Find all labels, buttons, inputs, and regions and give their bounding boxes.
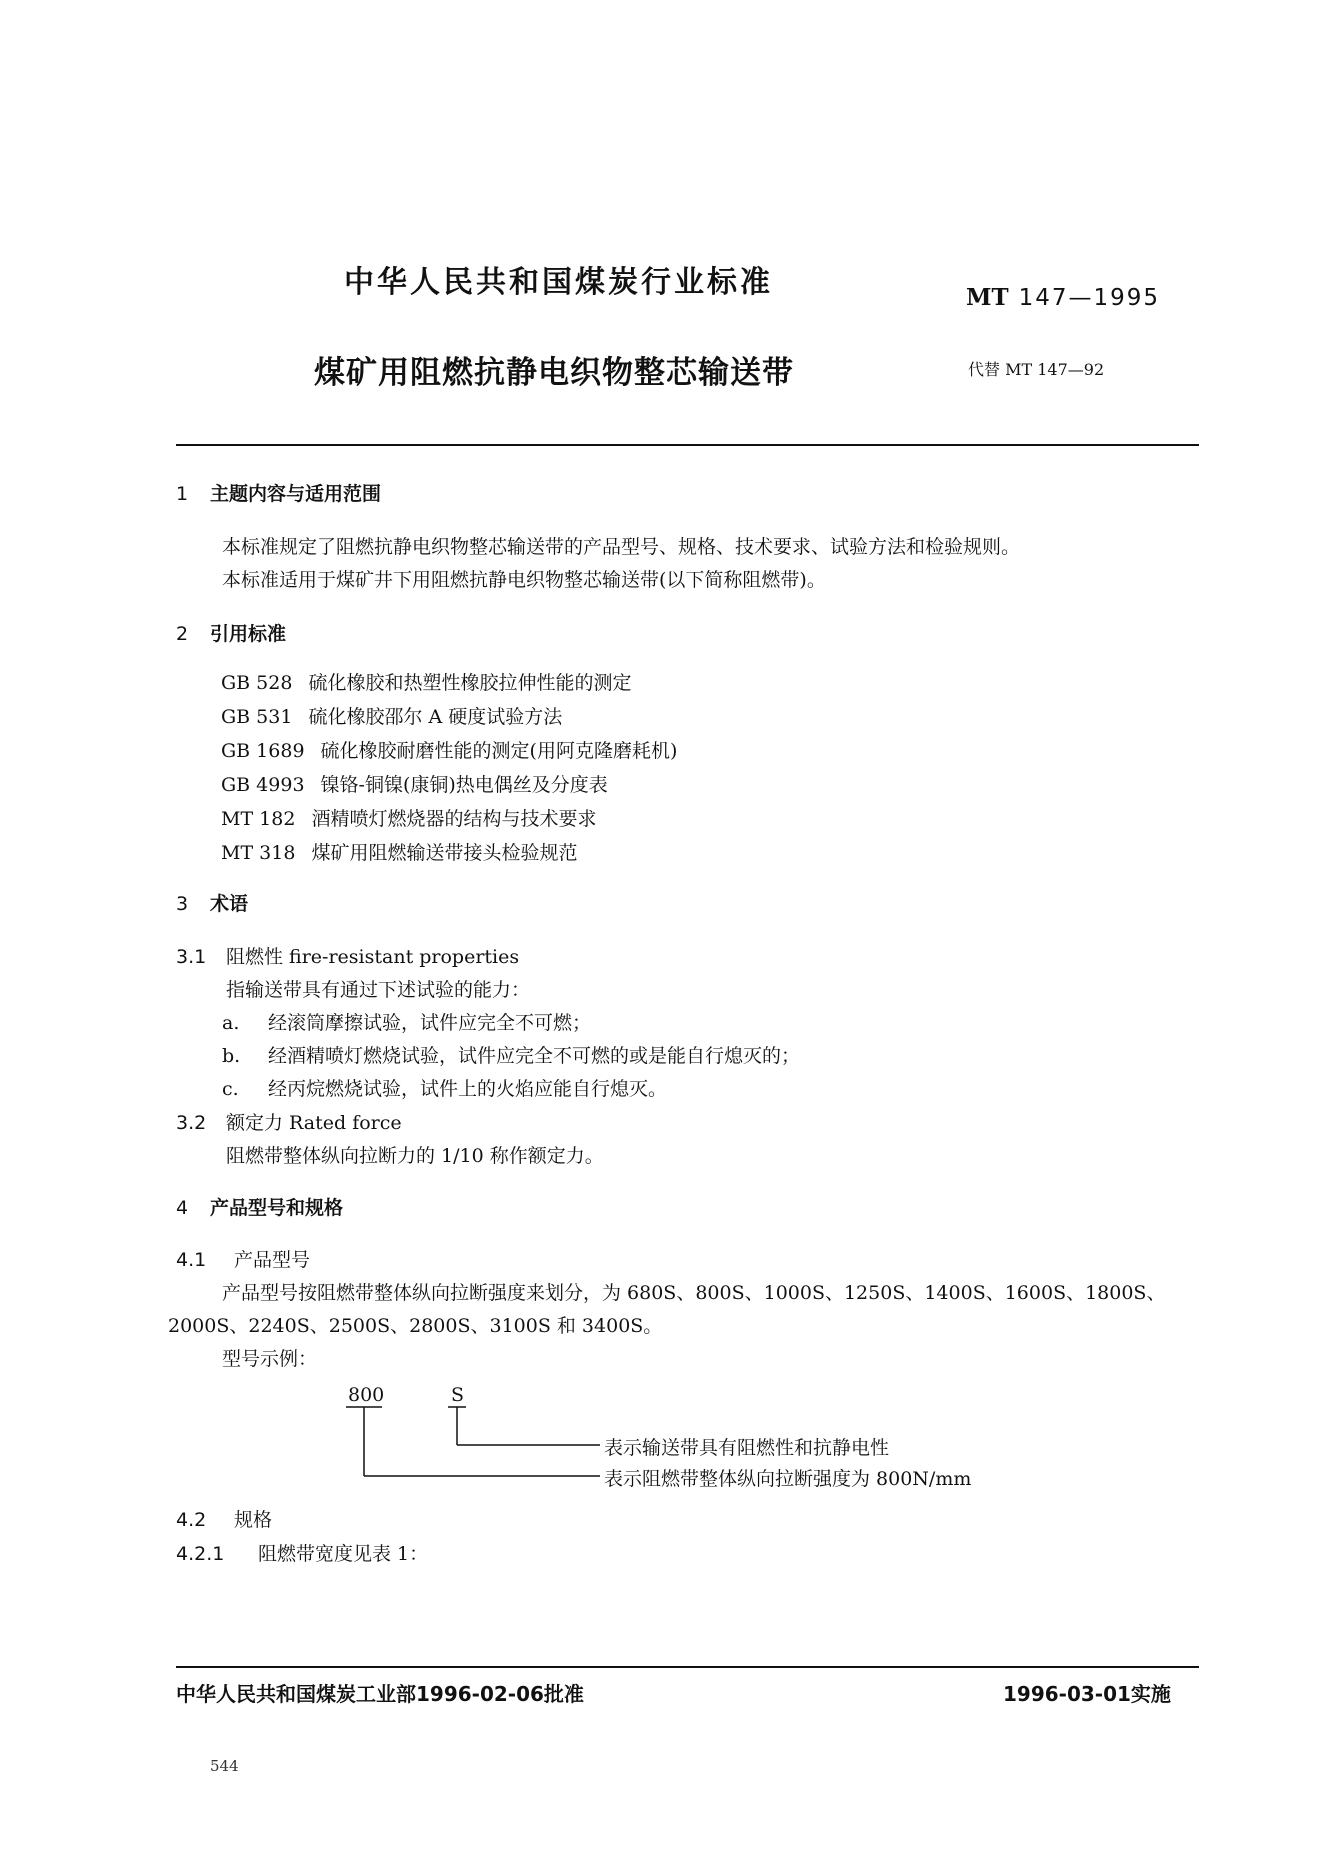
reference-title: 煤矿用阻燃输送带接头检验规范 xyxy=(311,842,578,864)
list-marker: a. xyxy=(222,1012,240,1034)
document-title: 煤矿用阻燃抗静电织物整芯输送带 xyxy=(314,355,794,391)
reference-code: GB 531 xyxy=(221,706,293,728)
approval-statement: 中华人民共和国煤炭工业部1996-02-06批准 xyxy=(176,1682,584,1706)
list-text: 经丙烷燃烧试验，试件上的火焰应能自行熄灭。 xyxy=(268,1078,668,1100)
section-4-number: 4 xyxy=(176,1197,189,1219)
subsection-4-1-number: 4.1 xyxy=(176,1249,207,1271)
subsection-3-2-number: 3.2 xyxy=(176,1112,207,1134)
section-3-number: 3 xyxy=(176,893,189,915)
standard-number-rest: 147—1995 xyxy=(1018,285,1161,311)
section-1-heading xyxy=(176,479,381,506)
subsection-4-1-text-line-1: 产品型号按阻燃带整体纵向拉断强度来划分，为 680S、800S、1000S、1250S、1400S、1600S、1800S、 xyxy=(222,1282,1166,1304)
list-item xyxy=(222,1008,591,1035)
subsection-3-1-number: 3.1 xyxy=(176,946,207,968)
reference-item xyxy=(221,804,596,831)
subsection-4-2-1-text: 阻燃带宽度见表 1： xyxy=(258,1543,429,1565)
subsection-4-2-1 xyxy=(176,1539,428,1566)
example-strength-meaning: 表示阻燃带整体纵向拉断强度为 800N/mm xyxy=(604,1468,972,1490)
standard-body-heading: 中华人民共和国煤炭行业标准 xyxy=(344,265,773,300)
example-suffix-code: S xyxy=(451,1384,465,1406)
section-2-heading xyxy=(176,619,286,646)
subsection-3-1-heading xyxy=(176,942,519,969)
model-example-label: 型号示例： xyxy=(222,1348,318,1370)
reference-item xyxy=(221,770,608,797)
subsection-4-2-title: 规格 xyxy=(234,1509,273,1531)
reference-code: MT 318 xyxy=(221,842,296,864)
header-rule xyxy=(176,444,1199,446)
list-text: 经酒精喷灯燃烧试验，试件应完全不可燃的或是能自行熄灭的； xyxy=(268,1045,801,1067)
subsection-4-1-title: 产品型号 xyxy=(234,1249,311,1271)
subsection-3-2-title: 额定力 Rated force xyxy=(226,1112,402,1134)
section-1-para-2: 本标准适用于煤矿井下用阻燃抗静电织物整芯输送带(以下简称阻燃带)。 xyxy=(222,569,826,591)
replaces-note: 代替 MT 147—92 xyxy=(968,360,1105,379)
list-item xyxy=(222,1074,667,1101)
example-suffix-meaning: 表示输送带具有阻燃性和抗静电性 xyxy=(604,1437,890,1459)
example-strength-code: 800 xyxy=(348,1384,385,1406)
reference-item xyxy=(221,838,577,865)
subsection-4-2-1-number: 4.2.1 xyxy=(176,1543,225,1565)
standard-number xyxy=(966,284,1160,311)
effective-date: 1996-03-01实施 xyxy=(1003,1682,1171,1706)
subsection-3-2-text: 阻燃带整体纵向拉断力的 1/10 称作额定力。 xyxy=(226,1145,604,1167)
list-item xyxy=(222,1041,800,1068)
subsection-4-2-heading xyxy=(176,1505,272,1532)
reference-code: MT 182 xyxy=(221,808,296,830)
subsection-4-1-heading xyxy=(176,1245,310,1272)
section-1-para-1: 本标准规定了阻燃抗静电织物整芯输送带的产品型号、规格、技术要求、试验方法和检验规则。 xyxy=(222,536,1021,558)
reference-item xyxy=(221,668,631,695)
list-marker: c. xyxy=(222,1078,239,1100)
reference-title: 硫化橡胶耐磨性能的测定(用阿克隆磨耗机) xyxy=(320,740,678,762)
model-example-bracket-diagram xyxy=(340,1404,610,1484)
list-marker: b. xyxy=(222,1045,241,1067)
list-text: 经滚筒摩擦试验，试件应完全不可燃； xyxy=(268,1012,592,1034)
reference-title: 酒精喷灯燃烧器的结构与技术要求 xyxy=(311,808,597,830)
section-2-title: 引用标准 xyxy=(210,623,287,645)
section-4-heading xyxy=(176,1193,343,1220)
subsection-3-2-heading xyxy=(176,1108,402,1135)
reference-item xyxy=(221,736,677,763)
reference-item xyxy=(221,702,562,729)
subsection-3-1-intro: 指输送带具有通过下述试验的能力： xyxy=(226,979,531,1001)
section-3-heading xyxy=(176,889,248,916)
reference-code: GB 1689 xyxy=(221,740,305,762)
page-number: 544 xyxy=(210,1757,239,1775)
reference-code: GB 4993 xyxy=(221,774,305,796)
section-4-title: 产品型号和规格 xyxy=(210,1197,344,1219)
reference-title: 硫化橡胶邵尔 A 硬度试验方法 xyxy=(308,706,563,728)
section-2-number: 2 xyxy=(176,623,189,645)
section-3-title: 术语 xyxy=(210,893,249,915)
section-1-title: 主题内容与适用范围 xyxy=(210,483,382,505)
subsection-3-1-title: 阻燃性 fire-resistant properties xyxy=(226,946,520,968)
reference-title: 镍铬-铜镍(康铜)热电偶丝及分度表 xyxy=(320,774,608,796)
standard-number-prefix: MT xyxy=(966,284,1009,311)
subsection-4-2-number: 4.2 xyxy=(176,1509,207,1531)
footer-rule xyxy=(176,1666,1199,1668)
reference-title: 硫化橡胶和热塑性橡胶拉伸性能的测定 xyxy=(308,672,632,694)
reference-code: GB 528 xyxy=(221,672,293,694)
subsection-4-1-text-line-2: 2000S、2240S、2500S、2800S、3100S 和 3400S。 xyxy=(168,1315,663,1337)
section-1-number: 1 xyxy=(176,483,189,505)
